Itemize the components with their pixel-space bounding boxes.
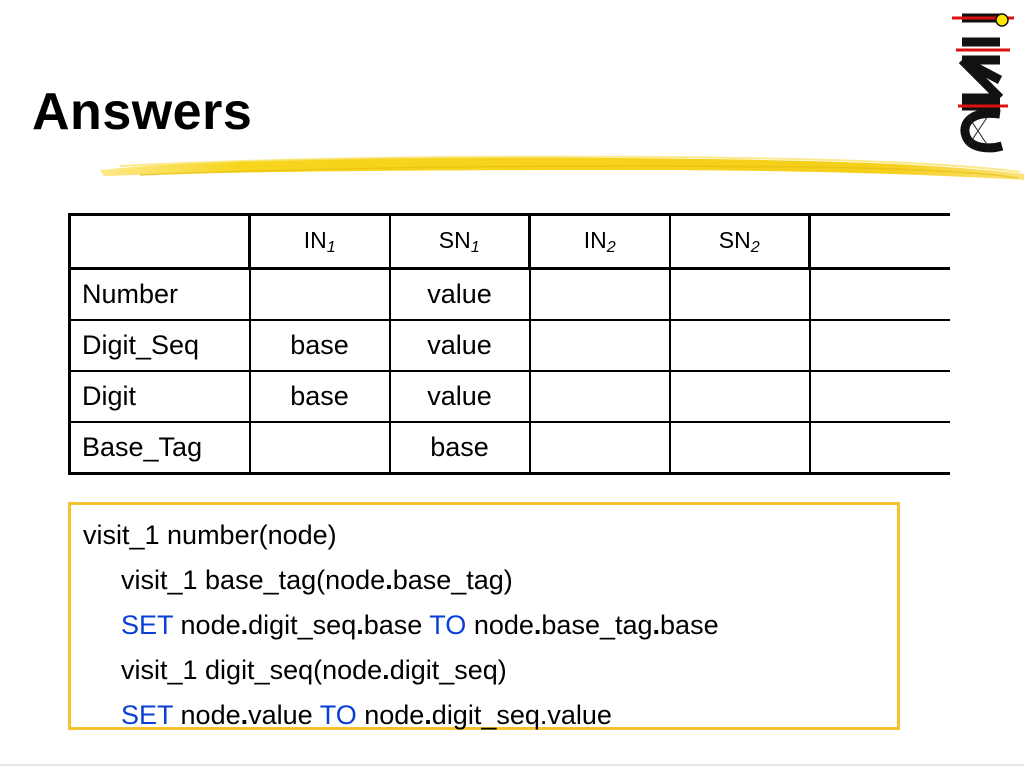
table-cell — [250, 422, 390, 474]
code-text: node — [356, 700, 425, 730]
table-row — [70, 269, 950, 321]
code-text: node — [466, 610, 534, 640]
table-cell: base — [250, 371, 390, 422]
table-cell: base — [390, 422, 530, 474]
table-row — [70, 422, 950, 474]
table-cell — [530, 269, 670, 321]
code-line-1 — [83, 513, 897, 558]
header-cell-sn2: $SN_2$ — [670, 215, 810, 269]
attribute-table — [68, 213, 950, 475]
table-header-row — [70, 215, 950, 269]
code-text: node — [173, 610, 241, 640]
code-text: base_tag — [541, 610, 653, 640]
code-dot: . — [652, 610, 661, 640]
code-line-5 — [83, 693, 897, 738]
table-cell — [810, 371, 950, 422]
table-row — [70, 320, 950, 371]
code-text: digit_seq) — [389, 655, 507, 685]
header-cell-extra — [810, 215, 950, 269]
code-dot: . — [240, 700, 249, 730]
header-cell-in1: $IN_1$ — [250, 215, 390, 269]
code-box — [68, 502, 900, 730]
table-cell — [810, 269, 950, 321]
code-text: visit_1 base_tag(node — [121, 565, 386, 595]
table-cell: base — [250, 320, 390, 371]
code-line-4 — [83, 648, 897, 693]
code-text: base_tag) — [392, 565, 513, 595]
code-text: digit_seq.value — [431, 700, 612, 730]
keyword-set: SET — [121, 700, 174, 730]
table-cell — [670, 269, 810, 321]
slide-title: Answers — [32, 83, 253, 141]
table-cell: value — [390, 269, 530, 321]
code-text: visit_1 digit_seq(node — [121, 655, 383, 685]
code-text: value — [248, 700, 320, 730]
row-label: Digit_Seq — [70, 320, 250, 371]
table-cell — [810, 422, 950, 474]
row-label: Digit — [70, 371, 250, 422]
code-dot: . — [356, 610, 364, 640]
table-cell — [530, 320, 670, 371]
header-cell-sn1: $SN_1$ — [390, 215, 530, 269]
code-dot: . — [382, 655, 390, 685]
code-line-3 — [83, 603, 897, 648]
code-line-2 — [83, 558, 897, 603]
row-label: Base_Tag — [70, 422, 250, 474]
keyword-to: TO — [429, 610, 467, 640]
header-cell-in2: $IN_2$ — [530, 215, 670, 269]
code-dot: . — [240, 610, 249, 640]
table-row — [70, 371, 950, 422]
code-text: base — [363, 610, 430, 640]
table-cell — [250, 269, 390, 321]
table-cell — [530, 371, 670, 422]
table-cell — [670, 320, 810, 371]
table-cell: value — [390, 371, 530, 422]
code-dot: . — [385, 565, 393, 595]
yellow-brush-underline — [100, 148, 1024, 188]
iaic-logo — [948, 6, 1018, 156]
row-label: Number — [70, 269, 250, 321]
code-text: digit_seq — [248, 610, 357, 640]
keyword-to: TO — [319, 700, 357, 730]
code-text: node — [173, 700, 241, 730]
code-dot: . — [533, 610, 542, 640]
code-text: visit_1 number(node) — [83, 520, 337, 550]
header-cell-empty — [70, 215, 250, 269]
table-cell — [530, 422, 670, 474]
keyword-set: SET — [121, 610, 174, 640]
table-cell — [810, 320, 950, 371]
code-text: base — [660, 610, 719, 640]
footer-divider — [0, 764, 1024, 766]
code-dot: . — [424, 700, 432, 730]
table-cell — [670, 422, 810, 474]
table-cell — [670, 371, 810, 422]
table-cell: value — [390, 320, 530, 371]
